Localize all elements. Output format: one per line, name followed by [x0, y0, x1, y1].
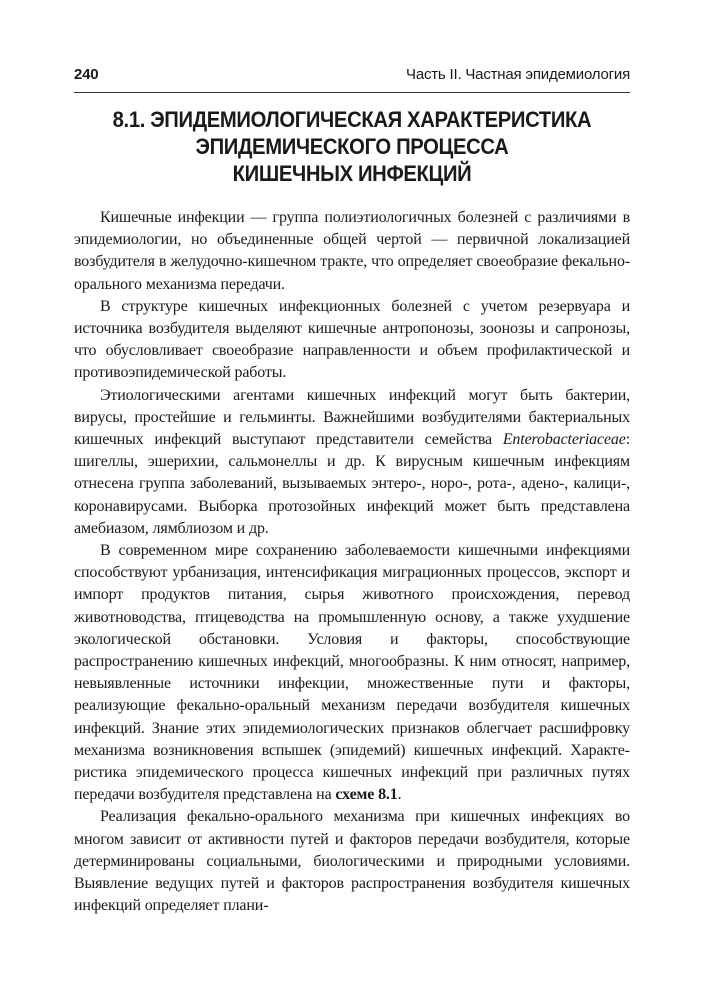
paragraph-3-text-a: Этиологическими агентами кишечных инфекций могут быть бактерии, вирусы, простейшие и гельминты. Важнейшими возбудителями бактериальных кишечных инфекций выступают представители семейства [74, 386, 630, 449]
heading-line-2: ЭПИДЕМИЧЕСКОГО ПРОЦЕССА [195, 134, 509, 159]
section-heading [102, 106, 602, 187]
running-header [74, 66, 630, 88]
header-rule [74, 92, 630, 93]
paragraph-2: В структуре кишечных инфекционных болезней с учетом резервуара и источника возбудителя выделяют кишечные антропонозы, зоонозы и сапронозы, что обусловливает своеобразие направленности и объем профилактической и противоэпидемической работы. [74, 297, 630, 382]
body-text [74, 207, 630, 918]
paragraph-5: Реализация фекально-орального механизма при кишечных инфекциях во многом зависит от активности путей и факторов передачи возбудителя, которые детерминированы социальными, биологическими и природными условиями. Выявление ведущих путей и факторов распространения возбудителя кишечных инфекций определяет плани- [74, 808, 630, 915]
paragraph-4-text: В современном мире сохранению заболеваемости кишечными инфекциями способствуют урбанизация, интенсификация миграционных процессов, экспорт и импорт продуктов питания, сырья животного происхождения, перевод животноводства, птицеводства на промышленную основу, а также ухудшение экологической обстановки. Условия и факторы, способствующие распространению кишечных инфекций, многообразны. К ним относят, например, невыявленные источники инфекции, множественные пути и факторы, реализующие фекально-оральный механизм передачи возбудителя кишечных инфекций. Знание этих эпидемиологических признаков облегчает расшифровку механизма возникновения вспышек (эпидемий) кишечных инфекций. Характеристика эпидемического процесса кишечных инфекций при различных путях передачи возбудителя представлена на [74, 542, 630, 804]
paragraph-1: Кишечные инфекции — группа полиэтиологичных болезней с различиями в эпидемиологии, но объединенные общей чертой — первичной локализацией возбудителя в желудочно-кишечном тракте, что определяет своеобразие фекально-орального механизма передачи. [74, 209, 630, 293]
scheme-reference: схеме 8.1 [335, 786, 398, 804]
page-number: 240 [74, 66, 99, 83]
paragraph-4-end: . [397, 786, 402, 804]
heading-line-1: 8.1. ЭПИДЕМИОЛОГИЧЕСКАЯ ХАРАКТЕРИСТИКА [112, 107, 592, 132]
paragraph-3 [74, 385, 630, 540]
heading-line-3: КИШЕЧНЫХ ИНФЕКЦИЙ [232, 161, 472, 186]
paragraph-3-text-b: : шигеллы, эшерихии, сальмонеллы и др. К вирусным кишечным инфекциям отнесена группа заболеваний, вызываемых энтеро-, норо-, рота-, адено-, калици-, коронавирусами. Выборка протозойных инфекций может быть представлена амебиазом, лямблиозом и др. [74, 431, 630, 537]
running-section-title: Часть II. Частная эпидемиология [406, 66, 630, 83]
paragraph-4 [74, 540, 630, 806]
taxon-name: Enterobacteriaceae [502, 431, 626, 449]
